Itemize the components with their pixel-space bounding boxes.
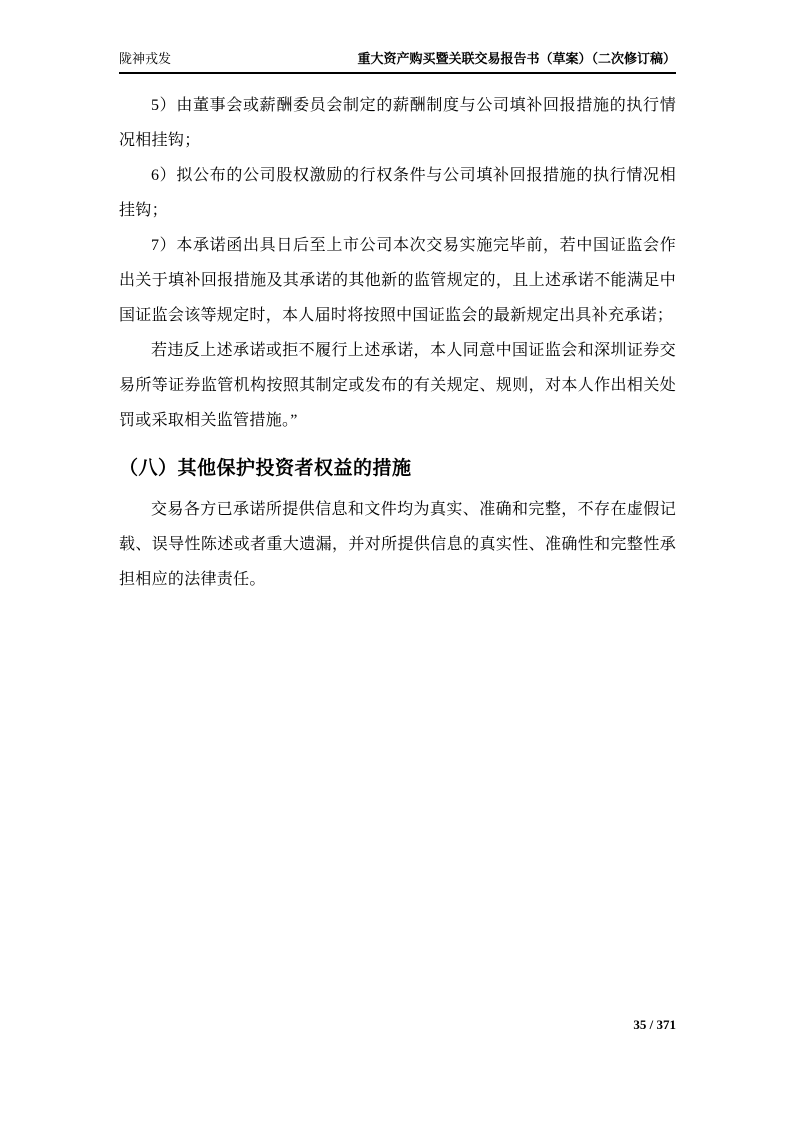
section-heading-other-investor-protection: （八）其他保护投资者权益的措施 (119, 458, 412, 479)
header-report-title: 重大资产购买暨关联交易报告书（草案）（二次修订稿） (357, 51, 676, 66)
paragraph-item-6: 6）拟公布的公司股权激励的行权条件与公司填补回报措施的执行情况相挂钩； (119, 167, 676, 219)
page-footer (119, 1016, 676, 1034)
paragraph-violation-clause: 若违反上述承诺或拒不履行上述承诺，本人同意中国证监会和深圳证券交易所等证券监管机构按照其制定或发布的有关规定、规则，对本人作出相关处罚或采取相关监管措施。” (119, 342, 676, 429)
paragraph-item-5: 5）由董事会或薪酬委员会制定的薪酬制度与公司填补回报措施的执行情况相挂钩； (119, 97, 676, 149)
document-body (119, 88, 676, 597)
header-company-name: 陇神戎发 (119, 51, 172, 66)
paragraph-item-7: 7）本承诺函出具日后至上市公司本次交易实施完毕前，若中国证监会作出关于填补回报措施及其承诺的其他新的监管规定的，且上述承诺不能满足中国证监会该等规定时，本人届时将按照中国证监会的最新规定出具补充承诺； (119, 237, 676, 324)
page-header (119, 50, 676, 74)
page-number: 35 / 371 (633, 1017, 676, 1032)
paragraph-section-body: 交易各方已承诺所提供信息和文件均为真实、准确和完整，不存在虚假记载、误导性陈述或者重大遗漏，并对所提供信息的真实性、准确性和完整性承担相应的法律责任。 (119, 501, 676, 588)
